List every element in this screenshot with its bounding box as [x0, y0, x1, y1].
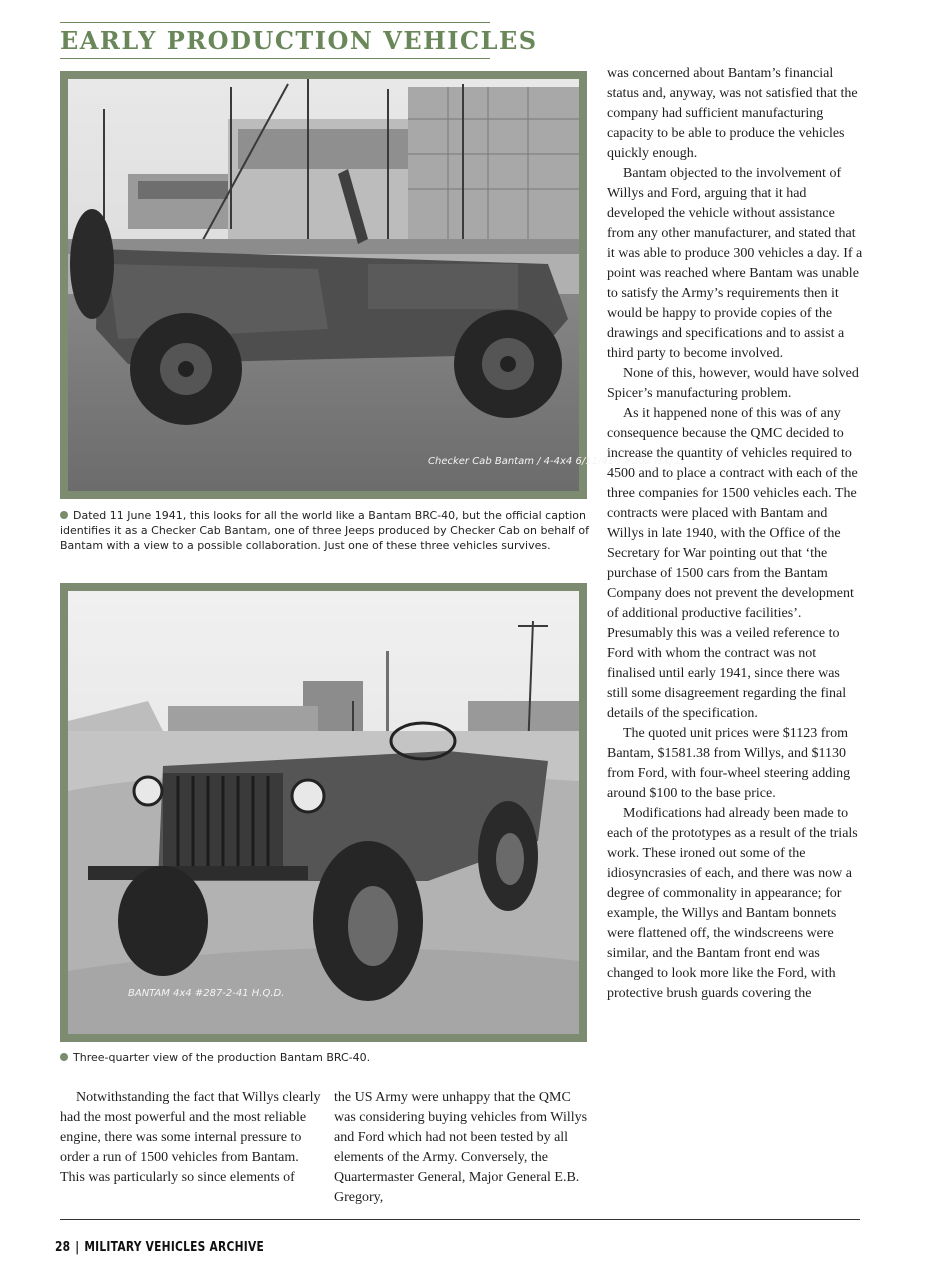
title-rule-top	[60, 22, 490, 23]
paragraph: Modifications had already been made to each of the prototypes as a result of the trials work. These ironed out some of the idiosyncrasies of each, and there was now a degree of commonality in appearance; for example, the Willys and Bantam bonnets were flattened off, the windscreens were similar, and the Bantam front end was changed to look more like the Ford, with protective brush guards covering the	[607, 806, 858, 1001]
photo-1-inscription: Checker Cab Bantam / 4-4x4 6/11/41 / #302 H.Q.D.	[428, 456, 688, 467]
photo-2-caption: Three-quarter view of the production Bantam BRC-40.	[60, 1050, 590, 1065]
photo-1-frame	[60, 71, 688, 499]
page-number: 28	[55, 1240, 71, 1255]
caption-bullet-icon	[60, 1053, 68, 1061]
jeep-three-quarter-photo	[68, 591, 579, 1034]
paragraph: Notwithstanding the fact that Willys clearly had the most powerful and the most reliable engine, there was some internal pressure to order a run of 1500 vehicles from Bantam. This was particularly so since elements of	[60, 1090, 321, 1185]
jeep-side-view-photo	[68, 79, 688, 491]
body-column-2	[334, 1088, 590, 1208]
paragraph: the US Army were unhappy that the QMC was considering buying vehicles from Willys and Ford which had not been tested by all elements of the Army. Conversely, the Quartermaster General, Major General E.B. Gregory,	[334, 1090, 588, 1205]
page-footer	[55, 1240, 264, 1255]
paragraph: As it happened none of this was of any consequence because the QMC decided to increase the quantity of vehicles required to 4500 and to place a contract with each of the three companies for 1500 vehicles each. The contracts were placed with Bantam and Willys in late 1940, with the Office of the Secretary for War pointing out that ‘the purchase of 1500 cars from the Bantam Company does not prevent the development of additional productive facilities’. Presumably this was a veiled reference to Ford with whom the contract was not finalised until early 1941, since there was still some disagreement regarding the final details of the specification.	[607, 406, 858, 721]
title-rule-bottom	[60, 58, 490, 59]
paragraph: was concerned about Bantam’s financial status and, anyway, was not satisfied that the company had sufficient manufacturing capacity to be able to produce the vehicles quickly enough.	[607, 66, 858, 161]
photo-2-inscription: BANTAM 4x4 #287-2-41 H.Q.D.	[128, 988, 285, 999]
photo-2-frame	[60, 583, 587, 1042]
publication-name: MILITARY VEHICLES ARCHIVE	[84, 1240, 264, 1255]
body-column-3	[607, 64, 863, 1004]
section-title: EARLY PRODUCTION VEHICLES	[60, 26, 538, 55]
photo-1-caption: Dated 11 June 1941, this looks for all the world like a Bantam BRC-40, but the official caption identifies it as a Checker Cab Bantam, one of three Jeeps produced by Checker Cab on behalf of Bantam with a view to a possible collaboration. Just one of these three vehicles survives.	[60, 509, 589, 552]
footer-separator: |	[75, 1240, 80, 1255]
paragraph: The quoted unit prices were $1123 from Bantam, $1581.38 from Willys, and $1130 from Ford, with four-wheel steering adding around $100 to the base price.	[607, 726, 851, 801]
caption-bullet-icon	[60, 511, 68, 519]
paragraph: Bantam objected to the involvement of Willys and Ford, arguing that it had developed the vehicle without assistance from any other manufacturer, and stated that it was able to produce 300 vehicles a day. If a point was reached where Bantam was unable to satisfy the Army’s requirements then it would be happy to provide copies of the drawings and specifications and to assist a third party to become involved.	[607, 166, 863, 361]
footer-rule	[60, 1219, 860, 1220]
paragraph: None of this, however, would have solved Spicer’s manufacturing problem.	[607, 366, 859, 401]
body-column-1	[60, 1088, 322, 1188]
